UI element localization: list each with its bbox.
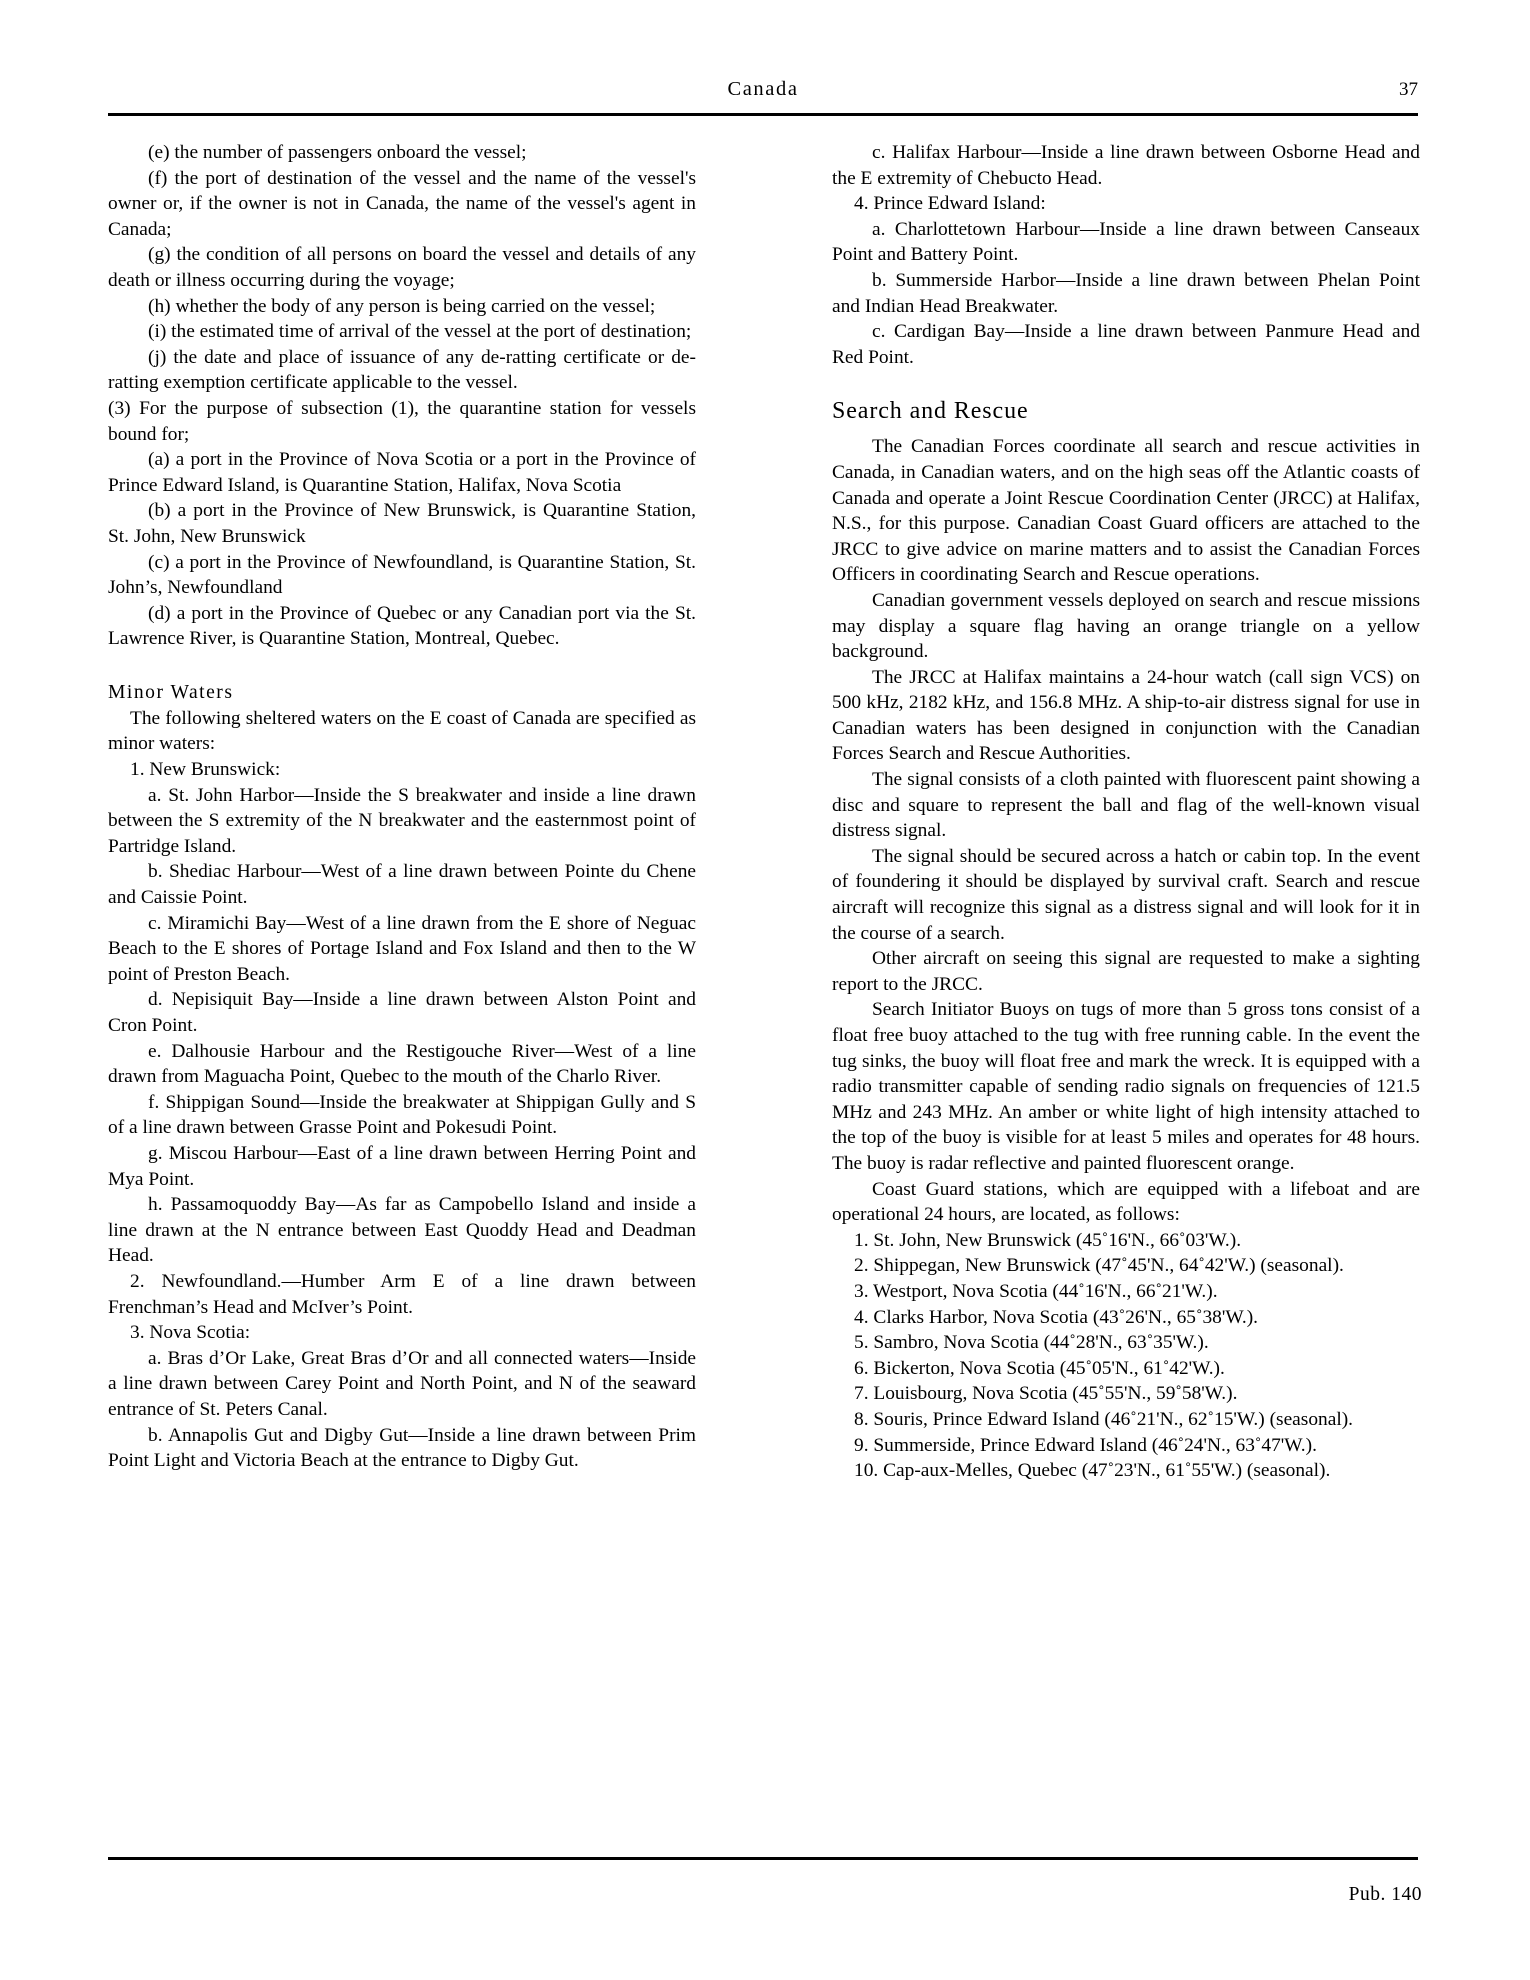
page-header: [108, 78, 1418, 112]
publication-label: Pub. 140: [1348, 1884, 1422, 1905]
list-item: 4. Prince Edward Island:: [854, 193, 1046, 215]
list-item: 3. Nova Scotia:: [130, 1322, 251, 1344]
page-number: 37: [1399, 79, 1418, 100]
station-item: 6. Bickerton, Nova Scotia (45˚05'N., 61˚42'W.).: [854, 1357, 1225, 1379]
list-item: a. Bras d’Or Lake, Great Bras d’Or and all connected waters—Inside a line drawn between Carey Point and North Point, and N of the seaward entrance of St. Peters Canal.: [108, 1347, 696, 1420]
list-item: e. Dalhousie Harbour and the Restigouche River—West of a line drawn from Maguacha Point, Quebec to the mouth of the Charlo River.: [108, 1040, 696, 1088]
list-item: 2. Newfoundland.—Humber Arm E of a line drawn between Frenchman’s Head and McIver’s Point.: [108, 1270, 696, 1318]
sar-paragraph-7: Search Initiator Buoys on tugs of more than 5 gross tons consist of a float free buoy attached to the tug with free running cable. In the event the tug sinks, the buoy will float free and mark the wreck. It is equipped with a radio transmitter capable of sending radio signals on frequencies of 121.5 MHz and 243 MHz. An amber or white light of high intensity attached to the top of the buoy is visible for at least 5 miles and operates for 48 hours. The buoy is radar reflective and painted fluorescent orange.: [832, 999, 1420, 1174]
paragraph-3a: (a) a port in the Province of Nova Scotia or a port in the Province of Prince Edward Island, is Quarantine Station, Halifax, Nova Scotia: [108, 449, 696, 496]
list-item: h. Passamoquoddy Bay—As far as Campobello Island and inside a line drawn at the N entrance between East Quoddy Head and Deadman Head.: [108, 1194, 696, 1267]
paragraph-g: (g) the condition of all persons on board the vessel and details of any death or illness occurring during the voyage;: [108, 244, 696, 291]
list-item: c. Cardigan Bay—Inside a line drawn between Panmure Head and Red Point.: [832, 321, 1420, 368]
list-item: c. Miramichi Bay—West of a line drawn from the E shore of Neguac Beach to the E shores of Portage Island and Fox Island and then to the W point of Preston Beach.: [108, 912, 696, 985]
list-item: a. St. John Harbor—Inside the S breakwater and inside a line drawn between the S extremity of the N breakwater and the easternmost point of Partridge Island.: [108, 784, 696, 857]
paragraph-3b: (b) a port in the Province of New Brunswick, is Quarantine Station, St. John, New Brunswick: [108, 500, 696, 547]
list-item: f. Shippigan Sound—Inside the breakwater at Shippigan Gully and S of a line drawn between Grasse Point and Pokesudi Point.: [108, 1091, 696, 1139]
station-item: 10. Cap-aux-Melles, Quebec (47˚23'N., 61˚55'W.) (seasonal).: [854, 1460, 1331, 1482]
list-item: g. Miscou Harbour—East of a line drawn between Herring Point and Mya Point.: [108, 1142, 696, 1190]
paragraph-j: (j) the date and place of issuance of any de-ratting certificate or de-ratting exemption certificate applicable to the vessel.: [108, 346, 696, 394]
heading-search-and-rescue: Search and Rescue: [832, 398, 1029, 425]
list-item: c. Halifax Harbour—Inside a line drawn between Osborne Head and the E extremity of Chebucto Head.: [832, 142, 1420, 189]
right-column: [832, 140, 1420, 1484]
sar-paragraph-4: The signal consists of a cloth painted with fluorescent paint showing a disc and square to represent the ball and flag of the well-known visual distress signal.: [832, 769, 1420, 842]
station-item: 3. Westport, Nova Scotia (44˚16'N., 66˚21'W.).: [854, 1280, 1218, 1302]
paragraph-subsection-3: (3) For the purpose of subsection (1), the quarantine station for vessels bound for;: [108, 397, 696, 445]
station-item: 9. Summerside, Prince Edward Island (46˚24'N., 63˚47'W.).: [854, 1434, 1317, 1456]
station-item: 4. Clarks Harbor, Nova Scotia (43˚26'N., 65˚38'W.).: [854, 1306, 1259, 1328]
footer-divider: [108, 1857, 1418, 1860]
list-item: d. Nepisiquit Bay—Inside a line drawn between Alston Point and Cron Point.: [108, 989, 696, 1036]
station-item: 1. St. John, New Brunswick (45˚16'N., 66˚03'W.).: [854, 1229, 1242, 1251]
header-divider: [108, 113, 1418, 116]
station-item: 2. Shippegan, New Brunswick (47˚45'N., 64˚42'W.) (seasonal).: [854, 1255, 1344, 1277]
station-item: 8. Souris, Prince Edward Island (46˚21'N., 62˚15'W.) (seasonal).: [854, 1408, 1354, 1430]
heading-minor-waters: Minor Waters: [108, 681, 234, 703]
station-item: 5. Sambro, Nova Scotia (44˚28'N., 63˚35'W.).: [854, 1332, 1209, 1354]
paragraph-f: (f) the port of destination of the vessel and the name of the vessel's owner or, if the owner is not in Canada, the name of the vessel's agent in Canada;: [108, 167, 696, 240]
paragraph-3c: (c) a port in the Province of Newfoundland, is Quarantine Station, St. John’s, Newfoundland: [108, 551, 696, 599]
paragraph-3d: (d) a port in the Province of Quebec or any Canadian port via the St. Lawrence River, is Quarantine Station, Montreal, Quebec.: [108, 602, 696, 650]
minor-waters-intro: The following sheltered waters on the E coast of Canada are specified as minor waters:: [108, 707, 696, 755]
list-item: b. Annapolis Gut and Digby Gut—Inside a line drawn between Prim Point Light and Victoria Beach at the entrance to Digby Gut.: [108, 1424, 696, 1472]
paragraph-e: (e) the number of passengers onboard the vessel;: [148, 142, 527, 163]
list-item: b. Summerside Harbor—Inside a line drawn between Phelan Point and Indian Head Breakwater.: [832, 269, 1420, 317]
station-item: 7. Louisbourg, Nova Scotia (45˚55'N., 59˚58'W.).: [854, 1383, 1238, 1405]
page-title: Canada: [727, 78, 799, 100]
sar-paragraph-5: The signal should be secured across a hatch or cabin top. In the event of foundering it should be displayed by survival craft. Search and rescue aircraft will recognize this signal as a distress signal and will look for it in the course of a search.: [832, 845, 1420, 944]
left-column: [108, 140, 696, 1474]
sar-paragraph-6: Other aircraft on seeing this signal are requested to make a sighting report to the JRCC.: [832, 948, 1420, 995]
paragraph-i: (i) the estimated time of arrival of the vessel at the port of destination;: [148, 321, 692, 343]
sar-paragraph-8: Coast Guard stations, which are equipped with a lifeboat and are operational 24 hours, are located, as follows:: [832, 1178, 1420, 1226]
paragraph-h: (h) whether the body of any person is being carried on the vessel;: [148, 295, 656, 317]
list-item: a. Charlottetown Harbour—Inside a line drawn between Canseaux Point and Battery Point.: [832, 218, 1420, 266]
sar-paragraph-2: Canadian government vessels deployed on search and rescue missions may display a square flag having an orange triangle on a yellow background.: [832, 589, 1420, 663]
sar-paragraph-3: The JRCC at Halifax maintains a 24-hour watch (call sign VCS) on 500 kHz, 2182 kHz, and 156.8 MHz. A ship-to-air distress signal for use in Canadian waters has been designed in conjunction with the Canadian Forces Search and Rescue Authorities.: [832, 666, 1420, 765]
sar-paragraph-1: The Canadian Forces coordinate all search and rescue activities in Canada, in Canadian waters, and on the high seas off the Atlantic coasts of Canada and operate a Joint Rescue Coordination Center (JRCC) at Halifax, N.S., for this purpose. Canadian Coast Guard officers are attached to the JRCC to give advice on marine matters and to assist the Canadian Forces Officers in coordinating Search and Rescue operations.: [832, 436, 1420, 586]
list-item: 1. New Brunswick:: [130, 759, 281, 781]
list-item: b. Shediac Harbour—West of a line drawn between Pointe du Chene and Caissie Point.: [108, 861, 696, 909]
body-columns: [108, 140, 1420, 1840]
